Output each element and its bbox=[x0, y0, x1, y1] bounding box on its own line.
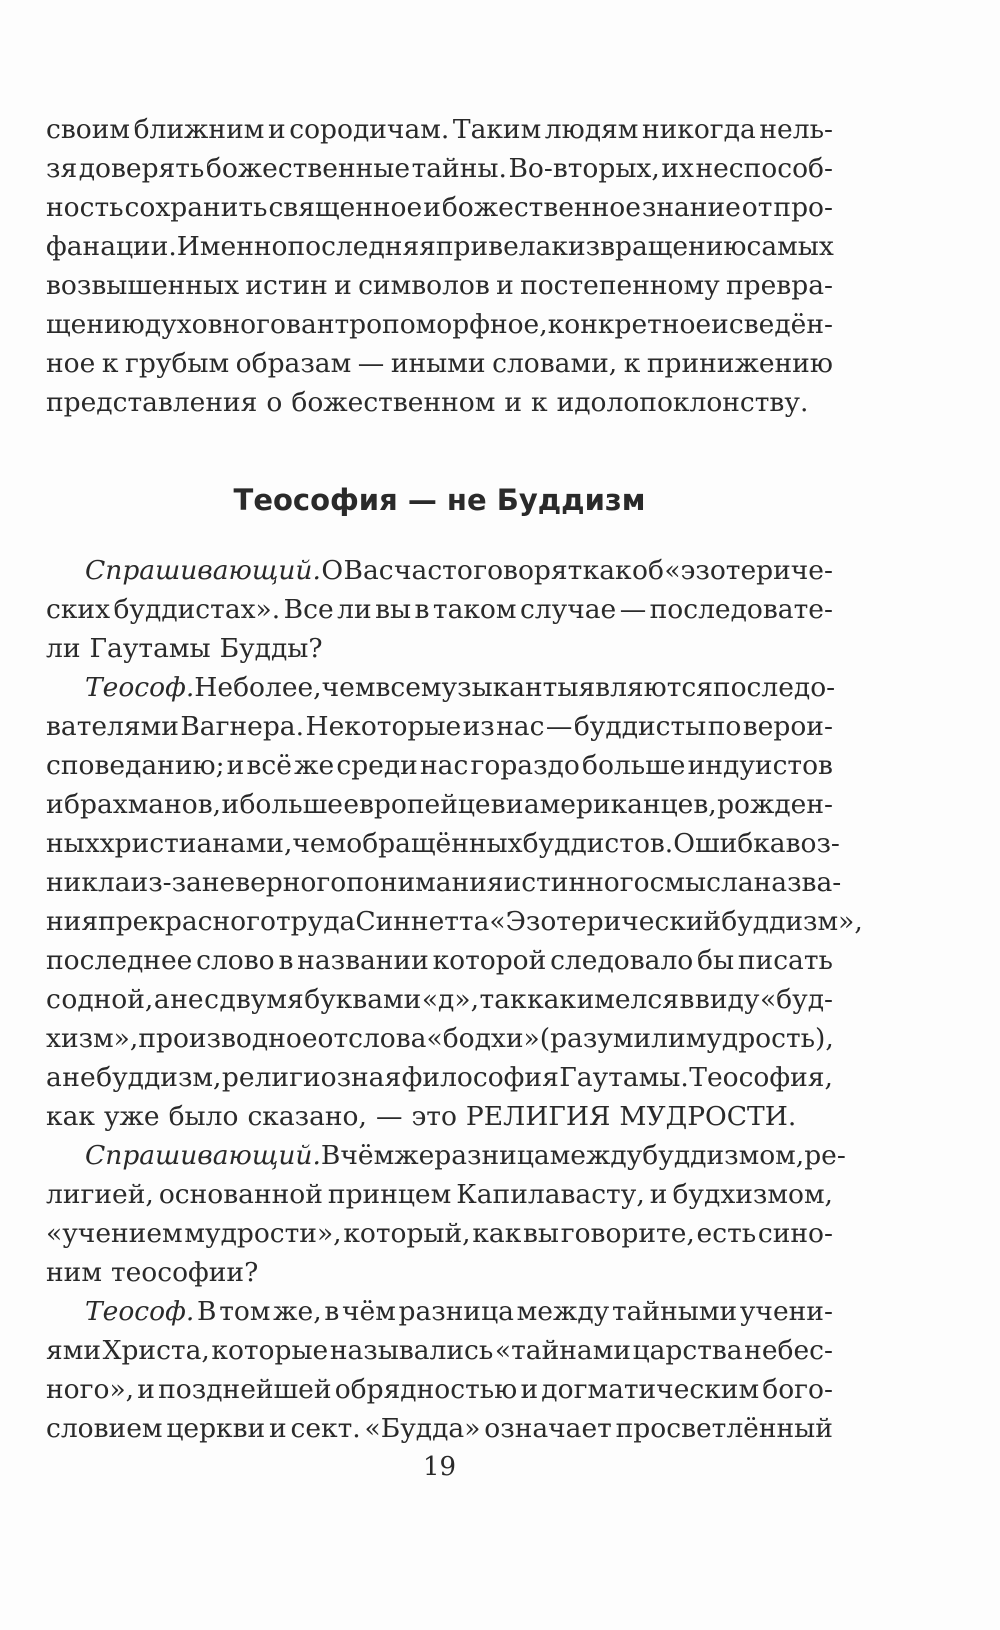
word: музыканты bbox=[420, 672, 579, 703]
word: вы bbox=[375, 594, 412, 625]
dialogue-question-1 bbox=[46, 551, 833, 668]
word: слово bbox=[196, 945, 275, 976]
word: Таким bbox=[452, 114, 542, 145]
section-heading: Теософия — не Буддизм bbox=[233, 483, 646, 517]
word: мудрости», bbox=[184, 1218, 342, 1249]
word: РЕЛИГИЯ bbox=[465, 1101, 611, 1132]
word: зя bbox=[46, 153, 78, 184]
word: позднейшей bbox=[158, 1374, 332, 1405]
word: следовало bbox=[550, 945, 694, 976]
text-line bbox=[46, 941, 833, 980]
word: всё bbox=[246, 750, 292, 781]
word: как bbox=[472, 1218, 522, 1249]
word: между bbox=[516, 1296, 610, 1327]
word: воз- bbox=[785, 828, 840, 859]
text-line bbox=[46, 863, 842, 902]
word: — bbox=[375, 1101, 403, 1132]
word: никла bbox=[46, 867, 131, 898]
word: обращённых bbox=[346, 828, 523, 859]
word: Теософия, bbox=[689, 1062, 833, 1093]
word: возвышенных bbox=[46, 270, 240, 301]
word: к bbox=[101, 348, 119, 379]
word: и bbox=[520, 1374, 539, 1405]
word: (разум bbox=[539, 1023, 634, 1054]
word: знание bbox=[641, 192, 741, 223]
text-line bbox=[46, 1019, 833, 1058]
word: с bbox=[204, 984, 219, 1015]
word: «бодхи» bbox=[426, 1023, 540, 1054]
word: было bbox=[168, 1101, 239, 1132]
word: из-за bbox=[130, 867, 202, 898]
word: рожден- bbox=[717, 789, 833, 820]
word: а bbox=[46, 1062, 62, 1093]
word: «Эзотерический bbox=[489, 906, 722, 937]
word: гораздо bbox=[470, 750, 580, 781]
text-line bbox=[46, 110, 833, 149]
word: церкви bbox=[166, 1413, 266, 1444]
word: буддизм», bbox=[721, 906, 863, 937]
dialogue-answer-2 bbox=[46, 1292, 833, 1448]
word: от bbox=[741, 192, 773, 223]
word: буквами bbox=[304, 984, 422, 1015]
word: щению bbox=[46, 309, 145, 340]
word: это bbox=[411, 1101, 457, 1132]
word: бого- bbox=[762, 1374, 833, 1405]
word: ре- bbox=[804, 1140, 846, 1171]
text-line bbox=[46, 1058, 833, 1097]
word: в bbox=[679, 984, 695, 1015]
word: или bbox=[633, 1023, 686, 1054]
word: их bbox=[661, 153, 694, 184]
word: основанной bbox=[158, 1179, 323, 1210]
word: ских bbox=[46, 594, 111, 625]
word: Во-вторых, bbox=[508, 153, 660, 184]
word: между bbox=[549, 1140, 643, 1171]
word: небес- bbox=[744, 1335, 833, 1366]
word: не bbox=[62, 1062, 96, 1093]
word: же, bbox=[273, 1296, 322, 1327]
page-number: 19 bbox=[422, 1452, 457, 1482]
word: писать bbox=[737, 945, 833, 976]
word: превра- bbox=[726, 270, 833, 301]
word: как bbox=[46, 1101, 95, 1132]
word: постепенному bbox=[520, 270, 720, 301]
word: последо- bbox=[712, 672, 836, 703]
word: своим bbox=[46, 114, 130, 145]
text-line bbox=[46, 1253, 833, 1292]
word: есть bbox=[696, 1218, 757, 1249]
word: фанации. bbox=[46, 231, 177, 262]
word: Все bbox=[283, 594, 334, 625]
word: никогда bbox=[641, 114, 756, 145]
word: ное bbox=[46, 348, 96, 379]
word: сохранить bbox=[124, 192, 268, 223]
word: словами, bbox=[492, 348, 618, 379]
word: В bbox=[197, 1296, 217, 1327]
word: божественные bbox=[205, 153, 411, 184]
word: говорите, bbox=[560, 1218, 695, 1249]
word: «эзотериче- bbox=[664, 555, 833, 586]
word: который, bbox=[343, 1218, 471, 1249]
word: теософии? bbox=[110, 1257, 259, 1288]
word: привела bbox=[435, 231, 552, 262]
word: прекрасного bbox=[98, 906, 276, 937]
word: производное bbox=[138, 1023, 318, 1054]
word: сино- bbox=[757, 1218, 833, 1249]
word: про- bbox=[773, 192, 833, 223]
word: ями bbox=[46, 1335, 101, 1366]
word: Вагнера. bbox=[180, 711, 305, 742]
word: сородичам. bbox=[289, 114, 450, 145]
text-line bbox=[46, 1175, 833, 1214]
text-line bbox=[46, 551, 833, 590]
text-line bbox=[46, 149, 833, 188]
word: извращению bbox=[567, 231, 747, 262]
word: в bbox=[278, 945, 294, 976]
text-line bbox=[46, 668, 836, 707]
word: представления bbox=[46, 387, 258, 418]
word: как bbox=[582, 555, 632, 586]
text-line bbox=[46, 707, 833, 746]
word: буддистов. bbox=[522, 828, 674, 859]
word: ли bbox=[46, 633, 81, 664]
dialogue-question-2 bbox=[46, 1136, 846, 1292]
word: так bbox=[479, 984, 527, 1015]
word: доверять bbox=[78, 153, 205, 184]
word: часто bbox=[394, 555, 473, 586]
word: ного», bbox=[46, 1374, 135, 1405]
word: Именно bbox=[176, 231, 288, 262]
word: грубым bbox=[125, 348, 230, 379]
word: просветлённый bbox=[615, 1413, 833, 1444]
word: «тайнами bbox=[494, 1335, 631, 1366]
word: истинного bbox=[503, 867, 650, 898]
word: Синнетта bbox=[355, 906, 490, 937]
word: и bbox=[137, 1374, 155, 1405]
word: об bbox=[632, 555, 664, 586]
word: истин bbox=[245, 270, 328, 301]
text-line bbox=[46, 1214, 833, 1253]
word: среди bbox=[336, 750, 418, 781]
word: названии bbox=[297, 945, 429, 976]
word: словием bbox=[46, 1413, 163, 1444]
word: говорят bbox=[473, 555, 583, 586]
word: буддизм, bbox=[96, 1062, 222, 1093]
word: хизм», bbox=[46, 1023, 139, 1054]
word: неверного bbox=[201, 867, 347, 898]
word: назва- bbox=[753, 867, 842, 898]
word: божественном bbox=[291, 387, 496, 418]
word: идолопоклонству. bbox=[556, 387, 809, 418]
word: все bbox=[375, 672, 421, 703]
text-line bbox=[46, 227, 833, 266]
word: о bbox=[266, 387, 283, 418]
word: принцем bbox=[327, 1179, 452, 1210]
word: и bbox=[269, 1413, 287, 1444]
word: — bbox=[619, 594, 647, 625]
text-line bbox=[46, 824, 840, 863]
word: — bbox=[357, 348, 385, 379]
word: В bbox=[320, 1140, 341, 1171]
word: и bbox=[649, 1179, 668, 1210]
word: Будды? bbox=[219, 633, 323, 664]
word: буддизмом, bbox=[642, 1140, 805, 1171]
word: Не bbox=[194, 672, 234, 703]
word: «буд- bbox=[759, 984, 833, 1015]
word: смысла bbox=[649, 867, 754, 898]
word: споведанию; bbox=[46, 750, 225, 781]
word: труда bbox=[275, 906, 356, 937]
word: конкретное bbox=[547, 309, 712, 340]
word: буддисты bbox=[573, 711, 707, 742]
word: одной, bbox=[61, 984, 154, 1015]
text-line bbox=[46, 1331, 833, 1370]
text-line bbox=[46, 902, 863, 941]
word: антропоморфное, bbox=[301, 309, 548, 340]
word: бы bbox=[697, 945, 735, 976]
word: разница bbox=[398, 1296, 514, 1327]
word: в bbox=[286, 309, 301, 340]
text-line bbox=[46, 590, 833, 629]
word: не bbox=[170, 984, 204, 1015]
word: от bbox=[317, 1023, 349, 1054]
word: виду bbox=[694, 984, 760, 1015]
word: американцев, bbox=[523, 789, 717, 820]
word: и bbox=[334, 270, 352, 301]
word: образам bbox=[235, 348, 352, 379]
word: понимания bbox=[346, 867, 504, 898]
text-line bbox=[46, 188, 833, 227]
word: же bbox=[294, 750, 335, 781]
text-line bbox=[46, 746, 833, 785]
word: разница bbox=[434, 1140, 550, 1171]
word: царства bbox=[632, 1335, 743, 1366]
word: имелся bbox=[576, 984, 679, 1015]
text-line bbox=[46, 344, 833, 383]
word: из bbox=[462, 711, 495, 742]
word: и bbox=[46, 789, 64, 820]
word: индуистов bbox=[687, 750, 833, 781]
word: и bbox=[504, 387, 523, 418]
word: слова bbox=[348, 1023, 427, 1054]
text-line bbox=[46, 1136, 846, 1175]
word: символов bbox=[358, 270, 490, 301]
word: Капилавасту, bbox=[456, 1179, 645, 1210]
word: и bbox=[496, 270, 514, 301]
word: являются bbox=[578, 672, 713, 703]
word: и bbox=[423, 192, 441, 223]
word: больше bbox=[582, 750, 686, 781]
word: и bbox=[221, 789, 240, 820]
word: Некоторые bbox=[305, 711, 462, 742]
text-line bbox=[46, 1409, 833, 1448]
word: духовного bbox=[144, 309, 286, 340]
word: ним bbox=[46, 1257, 102, 1288]
text-line bbox=[46, 1292, 833, 1331]
word: и bbox=[505, 789, 524, 820]
word: ность bbox=[46, 192, 124, 223]
word: нас bbox=[420, 750, 469, 781]
word: нель- bbox=[759, 114, 833, 145]
word: к bbox=[551, 231, 568, 262]
word: таком bbox=[432, 594, 517, 625]
word: больше bbox=[239, 789, 343, 820]
word: «Будда» bbox=[364, 1413, 481, 1444]
word: как bbox=[527, 984, 577, 1015]
word: тайны. bbox=[411, 153, 507, 184]
word: уже bbox=[103, 1101, 160, 1132]
word: философия bbox=[401, 1062, 559, 1093]
text-line bbox=[46, 266, 833, 305]
word: ли bbox=[337, 594, 372, 625]
text-line bbox=[46, 383, 833, 422]
word: обрядностью bbox=[334, 1374, 518, 1405]
word: ближним bbox=[133, 114, 265, 145]
word: «д», bbox=[421, 984, 480, 1015]
word: Вас bbox=[343, 555, 394, 586]
word: к bbox=[623, 348, 641, 379]
text-line bbox=[46, 785, 833, 824]
word: и bbox=[267, 114, 286, 145]
word: и bbox=[226, 750, 245, 781]
dialogue-answer-1 bbox=[46, 668, 863, 1136]
word: принижению bbox=[646, 348, 833, 379]
text-line bbox=[46, 629, 833, 668]
word: европейцев bbox=[343, 789, 506, 820]
word: назывались bbox=[329, 1335, 494, 1366]
word: и bbox=[711, 309, 729, 340]
word: чём bbox=[342, 1296, 396, 1327]
word: Ошибка bbox=[673, 828, 786, 859]
text-line bbox=[46, 980, 833, 1019]
paragraph-intro bbox=[46, 110, 833, 422]
word: сказано, bbox=[247, 1101, 367, 1132]
word: буддистах». bbox=[113, 594, 281, 625]
word: случае bbox=[519, 594, 617, 625]
word: чём bbox=[340, 1140, 395, 1171]
word: тайными bbox=[611, 1296, 738, 1327]
word: Гаутамы bbox=[89, 633, 211, 664]
word: в bbox=[324, 1296, 340, 1327]
text-line bbox=[46, 1097, 833, 1136]
word: чем bbox=[321, 672, 376, 703]
word: же bbox=[394, 1140, 435, 1171]
word: будхизмом, bbox=[672, 1179, 833, 1210]
word: сведён- bbox=[728, 309, 833, 340]
word: нас bbox=[496, 711, 545, 742]
word: по bbox=[707, 711, 742, 742]
word: О bbox=[321, 555, 344, 586]
word: догматическим bbox=[541, 1374, 760, 1405]
word: вателями bbox=[46, 711, 179, 742]
word: которой bbox=[432, 945, 547, 976]
word: последовате- bbox=[649, 594, 833, 625]
word: последнее bbox=[46, 945, 193, 976]
word: к bbox=[531, 387, 548, 418]
word: мудрость), bbox=[685, 1023, 834, 1054]
word: самых bbox=[746, 231, 834, 262]
text-line bbox=[46, 305, 833, 344]
speaker-label: Спрашивающий. bbox=[85, 1140, 321, 1171]
word: означает bbox=[484, 1413, 612, 1444]
word: а bbox=[153, 984, 170, 1015]
word: божественное bbox=[441, 192, 641, 223]
word: МУДРОСТИ. bbox=[619, 1101, 797, 1132]
text-line bbox=[46, 1370, 833, 1409]
word: ния bbox=[46, 906, 99, 937]
speaker-label: Теософ. bbox=[85, 672, 195, 703]
word: с bbox=[46, 984, 61, 1015]
word: верои- bbox=[742, 711, 833, 742]
word: священное bbox=[268, 192, 423, 223]
speaker-label: Теософ. bbox=[85, 1296, 195, 1327]
speaker-label: Спрашивающий. bbox=[85, 555, 321, 586]
word: которые bbox=[211, 1335, 329, 1366]
word: чем bbox=[292, 828, 347, 859]
word: «учением bbox=[46, 1218, 183, 1249]
word: — bbox=[545, 711, 573, 742]
word: Христа, bbox=[102, 1335, 210, 1366]
word: вы bbox=[522, 1218, 559, 1249]
word: сект. bbox=[290, 1413, 361, 1444]
word: ных bbox=[46, 828, 100, 859]
word: неспособ- bbox=[695, 153, 833, 184]
word: людям bbox=[544, 114, 639, 145]
word: двумя bbox=[219, 984, 304, 1015]
word: религиозная bbox=[221, 1062, 402, 1093]
page-body bbox=[46, 110, 863, 1448]
word: христианами, bbox=[99, 828, 293, 859]
word: Гаутамы. bbox=[559, 1062, 689, 1093]
word: брахманов, bbox=[64, 789, 222, 820]
word: иными bbox=[390, 348, 486, 379]
word: том bbox=[219, 1296, 271, 1327]
word: в bbox=[414, 594, 430, 625]
word: более, bbox=[233, 672, 322, 703]
word: последняя bbox=[287, 231, 436, 262]
word: учени- bbox=[739, 1296, 833, 1327]
word: лигией, bbox=[46, 1179, 154, 1210]
